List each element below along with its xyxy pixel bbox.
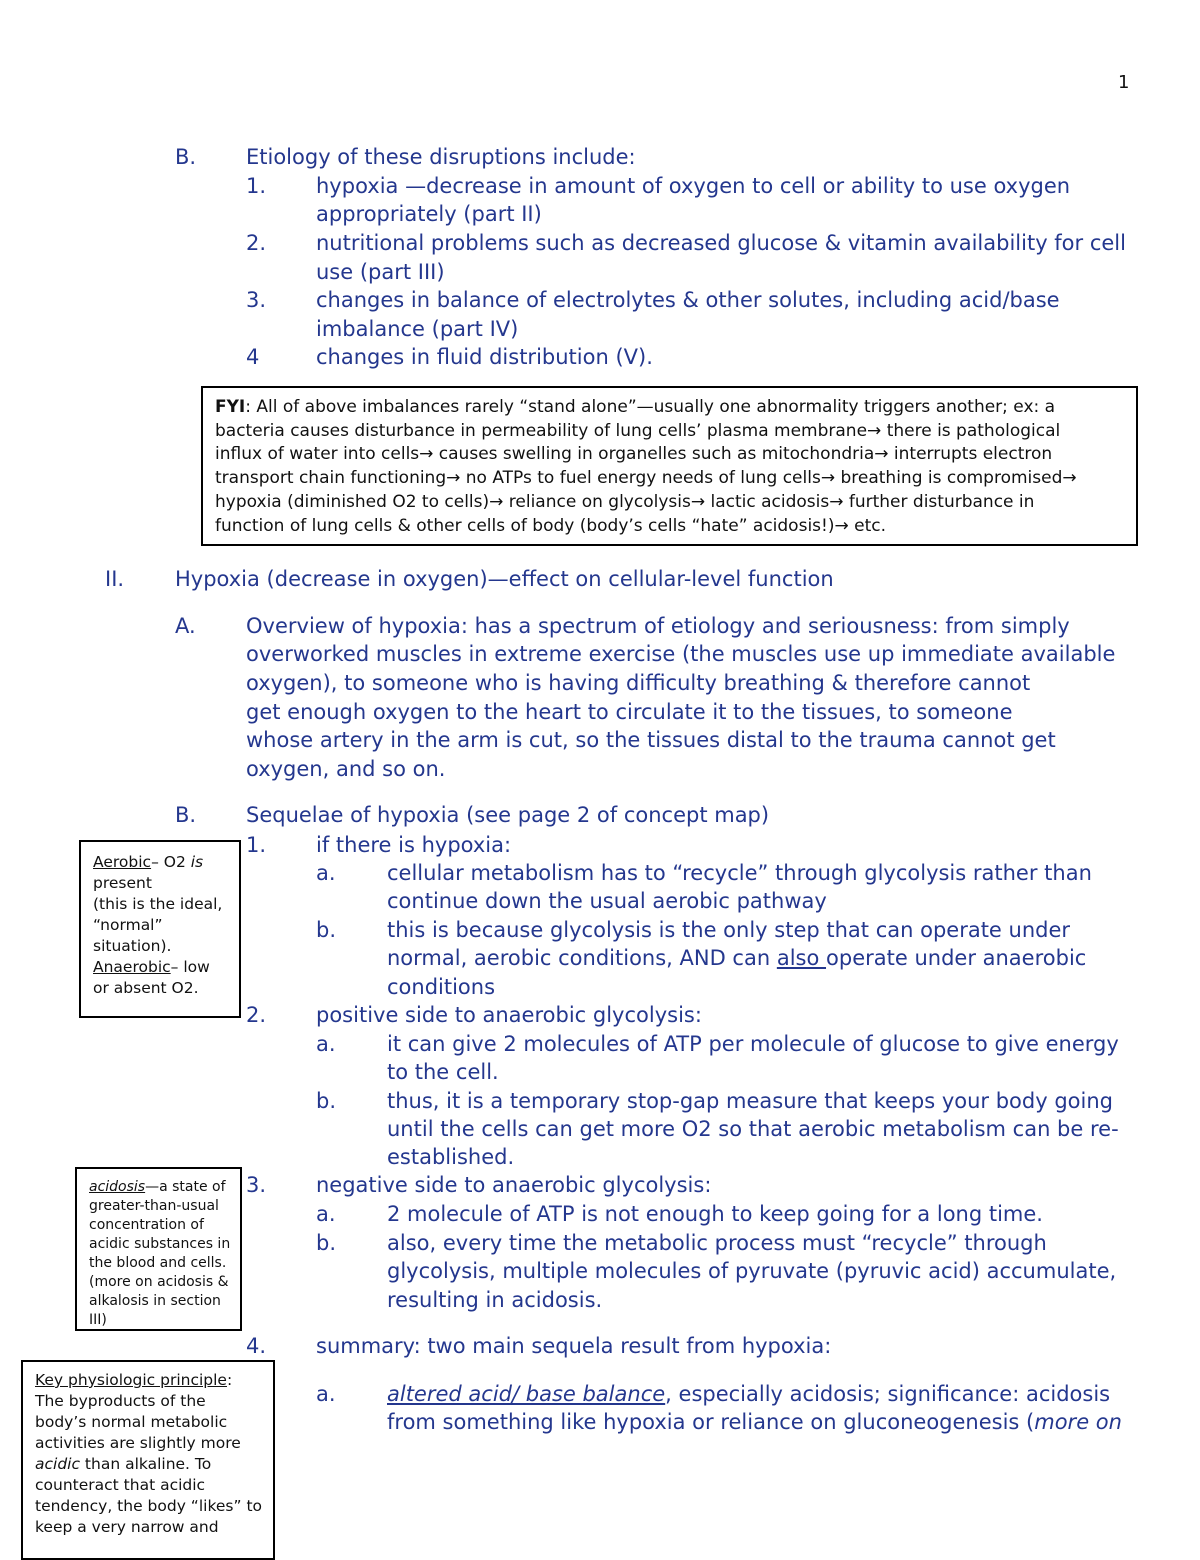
- paragraph-line: get enough oxygen to the heart to circulate it to the tissues, to someone: [246, 700, 1013, 724]
- list-item-text: summary: two main sequela result from hypoxia:: [316, 1334, 832, 1358]
- section-iia-marker: A.: [175, 614, 196, 638]
- sub-item-text: thus, it is a temporary stop-gap measure that keeps your body going: [387, 1089, 1113, 1113]
- sub-item-text: glycolysis, multiple molecules of pyruvate (pyruvic acid) accumulate,: [387, 1259, 1117, 1283]
- sub-item-text: to the cell.: [387, 1060, 499, 1084]
- paragraph-line: overworked muscles in extreme exercise (the muscles use up immediate available: [246, 642, 1116, 666]
- sub-item-marker: b.: [316, 1089, 337, 1113]
- emphasis-underline: also: [776, 946, 827, 970]
- sub-item-text: established.: [387, 1145, 515, 1169]
- paragraph-line: whose artery in the arm is cut, so the tissues distal to the trauma cannot get: [246, 728, 1056, 752]
- list-item-marker: 4: [246, 345, 260, 369]
- fyi-line: FYI: All of above imbalances rarely “stand alone”—usually one abnormality triggers another; ex: a: [215, 397, 1056, 417]
- sub-item-text: until the cells can get more O2 so that aerobic metabolism can be re-: [387, 1117, 1119, 1141]
- list-item-text: changes in balance of electrolytes & other solutes, including acid/base: [316, 288, 1060, 312]
- sub-item-text: it can give 2 molecules of ATP per molecule of glucose to give energy: [387, 1032, 1119, 1056]
- section-b-heading: Etiology of these disruptions include:: [246, 145, 636, 169]
- sub-item-text: also, every time the metabolic process must “recycle” through: [387, 1231, 1047, 1255]
- sub-item-marker: a.: [316, 1032, 336, 1056]
- fyi-line: hypoxia (diminished O2 to cells)→ reliance on glycolysis→ lactic acidosis→ further disturbance in: [215, 491, 1035, 512]
- fyi-line: bacteria causes disturbance in permeability of lung cells’ plasma membrane→ there is pathological: [215, 420, 1061, 441]
- list-item-marker: 2.: [246, 1003, 267, 1027]
- sub-item-text: from something like hypoxia or reliance on gluconeogenesis (more on: [387, 1410, 1122, 1434]
- paragraph-line: oxygen, and so on.: [246, 757, 446, 781]
- fyi-box: [201, 386, 1138, 546]
- page-number: 1: [1118, 72, 1130, 93]
- list-item-marker: 3.: [246, 1173, 267, 1197]
- sub-item-text: continue down the usual aerobic pathway: [387, 889, 827, 913]
- term-acidosis: acidosis: [89, 1179, 146, 1195]
- sub-item-marker: a.: [316, 1382, 336, 1406]
- section-iib-marker: B.: [175, 803, 197, 827]
- term-anaerobic: Anaerobic: [93, 958, 171, 976]
- section-ii-heading: Hypoxia (decrease in oxygen)—effect on cellular-level function: [175, 567, 834, 591]
- list-item-marker: 4.: [246, 1334, 267, 1358]
- sub-item-marker: b.: [316, 918, 337, 942]
- sub-item-text: this is because glycolysis is the only step that can operate under: [387, 918, 1071, 942]
- list-item-text: hypoxia —decrease in amount of oxygen to cell or ability to use oxygen: [316, 174, 1071, 198]
- sub-item-marker: a.: [316, 1202, 336, 1226]
- list-item-marker: 1.: [246, 174, 267, 198]
- emphasis-italic: more on: [1034, 1410, 1122, 1434]
- sub-item-text: normal, aerobic conditions, AND can also operate under anaerobic: [387, 946, 1087, 970]
- list-item-text: changes in fluid distribution (V).: [316, 345, 653, 369]
- term-aerobic: Aerobic: [93, 853, 152, 871]
- fyi-line: transport chain functioning→ no ATPs to fuel energy needs of lung cells→ breathing is compromised→: [215, 468, 1077, 489]
- sidebox-acidosis: acidosis—a state of greater-than-usual concentration of acidic substances in the blood and cells. (more on acidosis & alkalosis in section III): [75, 1167, 242, 1331]
- list-item-marker: 2.: [246, 231, 267, 255]
- sub-item-text: conditions: [387, 975, 496, 999]
- sub-item-text: altered acid/ base balance, especially acidosis; significance: acidosis: [387, 1382, 1111, 1406]
- sub-item-marker: b.: [316, 1231, 337, 1255]
- list-item-marker: 3.: [246, 288, 267, 312]
- sub-item-marker: a.: [316, 861, 336, 885]
- paragraph-line: Overview of hypoxia: has a spectrum of etiology and seriousness: from simply: [246, 614, 1070, 638]
- sub-item-text: resulting in acidosis.: [387, 1288, 603, 1312]
- section-iib-heading: Sequelae of hypoxia (see page 2 of concept map): [246, 803, 770, 827]
- list-item-text: negative side to anaerobic glycolysis:: [316, 1173, 712, 1197]
- sub-item-text: cellular metabolism has to “recycle” through glycolysis rather than: [387, 861, 1092, 885]
- list-item-text: use (part III): [316, 260, 445, 284]
- emphasis-italic-underline: altered acid/ base balance: [387, 1382, 666, 1406]
- list-item-text: positive side to anaerobic glycolysis:: [316, 1003, 702, 1027]
- fyi-line: function of lung cells & other cells of body (body’s cells “hate” acidosis!)→ etc.: [215, 515, 886, 536]
- list-item-text: appropriately (part II): [316, 202, 542, 226]
- section-b-marker: B.: [175, 145, 197, 169]
- sidebox-aerobic: Aerobic– O2 is present (this is the ideal, “normal” situation). Anaerobic– low or absent O2.: [79, 840, 241, 1018]
- section-ii-marker: II.: [105, 567, 125, 591]
- list-item-text: if there is hypoxia:: [316, 833, 512, 857]
- fyi-line: influx of water into cells→ causes swelling in organelles such as mitochondria→ interrupts electron: [215, 444, 1053, 465]
- sub-item-text: 2 molecule of ATP is not enough to keep going for a long time.: [387, 1202, 1043, 1226]
- sidebox-key-principle: Key physiologic principle: The byproducts of the body’s normal metabolic activities are slightly more acidic than alkaline. To counteract that acidic tendency, the body “likes” to keep a very narrow and: [21, 1360, 275, 1560]
- list-item-text: nutritional problems such as decreased glucose & vitamin availability for cell: [316, 231, 1126, 255]
- fyi-label: FYI: [215, 397, 246, 417]
- list-item-marker: 1.: [246, 833, 267, 857]
- paragraph-line: oxygen), to someone who is having difficulty breathing & therefore cannot: [246, 671, 1031, 695]
- key-principle-heading: Key physiologic principle: [35, 1371, 227, 1389]
- list-item-text: imbalance (part IV): [316, 317, 519, 341]
